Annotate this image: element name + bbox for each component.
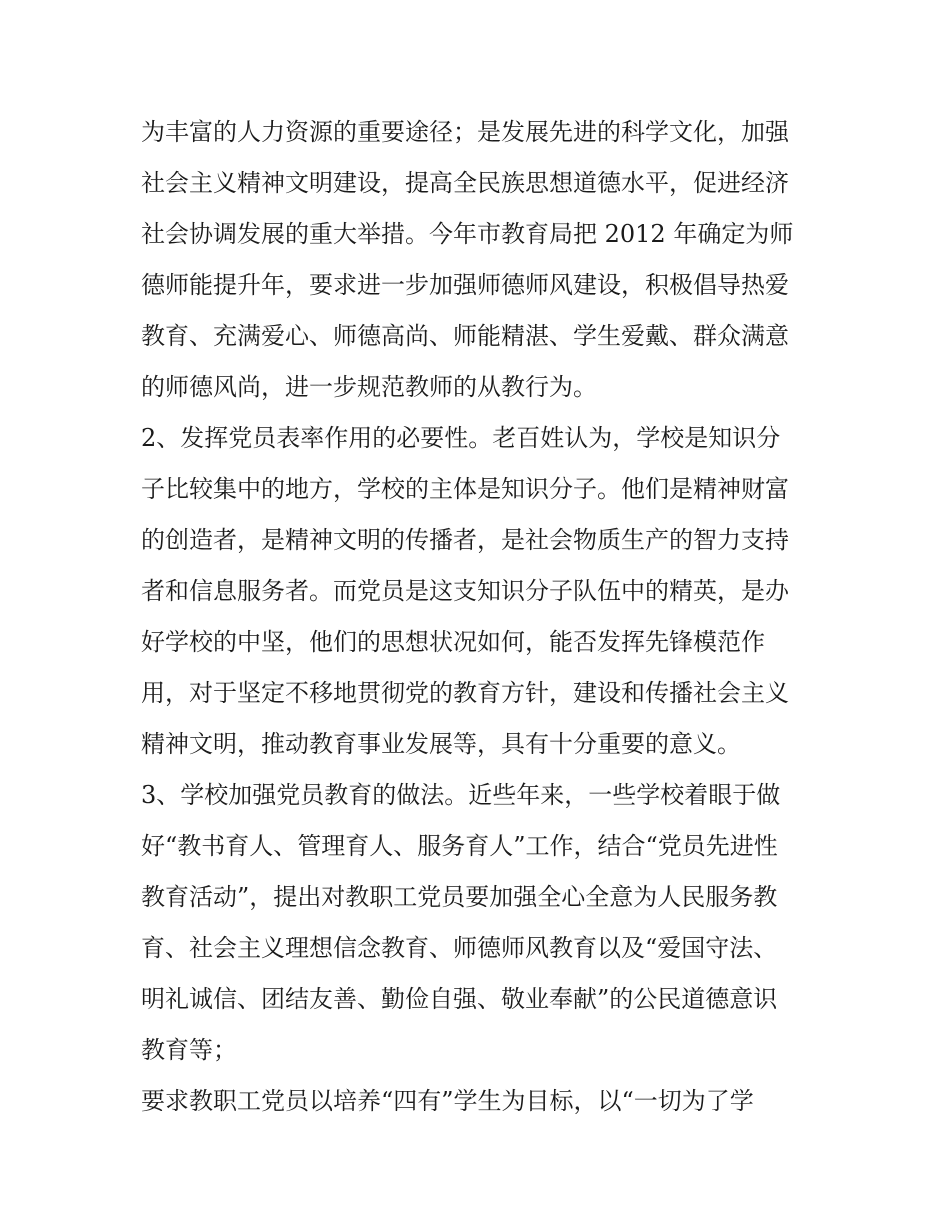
text-line: 教育活动”，提出对教职工党员要加强全心全意为人民服务教	[141, 883, 778, 911]
text-line: 子比较集中的地方，学校的主体是知识分子。他们是精神财富	[141, 475, 789, 503]
text-line: 教育、充满爱心、师德高尚、师能精湛、学生爱戴、群众满意	[141, 322, 789, 350]
text-line: 育、社会主义理想信念教育、师德师风教育以及“爱国守法、	[141, 934, 778, 962]
text-line: 为丰富的人力资源的重要途径；是发展先进的科学文化，加强	[141, 118, 789, 146]
text-line: 的师德风尚，进一步规范教师的从教行为。	[141, 373, 597, 401]
text-line: 2、发挥党员表率作用的必要性。老百姓认为，学校是知识分	[141, 424, 781, 452]
text-line: 社会协调发展的重大举措。今年市教育局把 2012 年确定为师	[141, 220, 794, 248]
text-line: 明礼诚信、团结友善、勤俭自强、敬业奉献”的公民道德意识	[141, 985, 778, 1013]
text-line: 教育等；	[141, 1036, 237, 1064]
text-line: 3、学校加强党员教育的做法。近些年来，一些学校着眼于做	[141, 781, 781, 809]
text-line: 好“教书育人、管理育人、服务育人”工作，结合“党员先进性	[141, 832, 778, 860]
text-line: 好学校的中坚，他们的思想状况如何，能否发挥先锋模范作	[141, 628, 765, 656]
text-line: 社会主义精神文明建设，提高全民族思想道德水平，促进经济	[141, 169, 789, 197]
text-line: 要求教职工党员以培养“四有”学生为目标，以“一切为了学	[141, 1087, 754, 1115]
text-line: 的创造者，是精神文明的传播者，是社会物质生产的智力支持	[141, 526, 789, 554]
text-line: 者和信息服务者。而党员是这支知识分子队伍中的精英，是办	[141, 577, 789, 605]
text-line: 精神文明，推动教育事业发展等，具有十分重要的意义。	[141, 730, 741, 758]
text-line: 德师能提升年，要求进一步加强师德师风建设，积极倡导热爱	[141, 271, 789, 299]
text-line: 用，对于坚定不移地贯彻党的教育方针，建设和传播社会主义	[141, 679, 789, 707]
body-text	[141, 107, 821, 1127]
